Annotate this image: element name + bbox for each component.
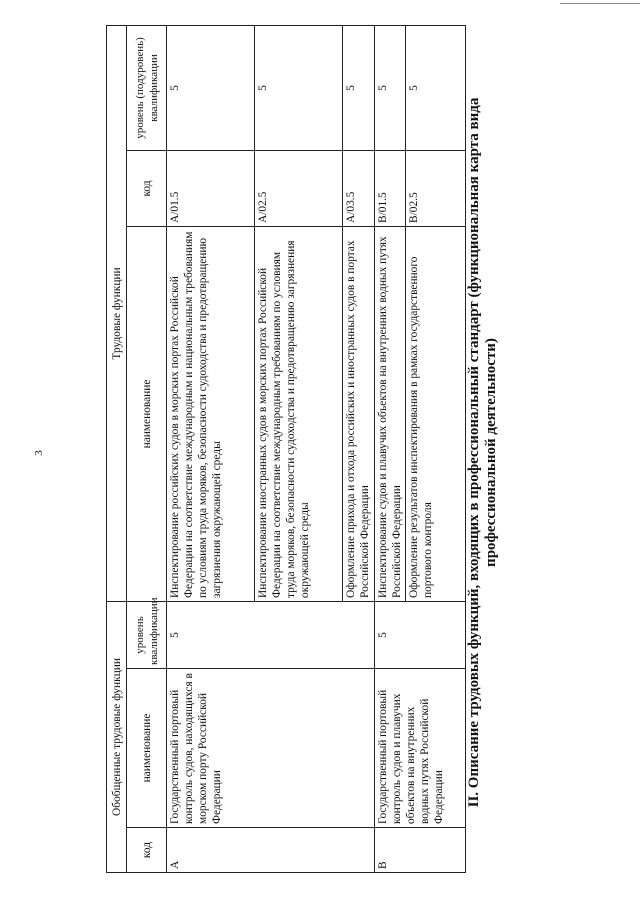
section-title [466,10,500,895]
labor-b02-level: 5 [406,25,466,150]
header-labor-code: код [127,150,167,226]
labor-a02-level: 5 [255,25,343,150]
labor-a02-name: Инспектирование иностранных судов в морских портах Российской Федерации на соответствие международным требованиям по условиям труда моряков, безопасности судоходства и предотвращению загрязнения окружающей среды [255,226,343,601]
labor-a02-code: А/02.5 [255,150,343,226]
gen-b-level: 5 [375,601,466,668]
title-line-1: II. Описание трудовых функций, входящих в профессиональный стандарт (функциональная карта вида [466,97,482,808]
labor-a03-name: Оформление прихода и отхода российских и иностранных судов в портах Российской Федерации [343,226,375,601]
labor-b01-name: Инспектирование судов и плавучих объектов на внутренних водных путях Российской Федерации [375,226,406,601]
header-labor-level: уровень (подуровень) квалификации [127,25,167,150]
header-generalized-functions: Обобщенные трудовые функции [107,601,127,872]
labor-a03-level: 5 [343,25,375,150]
gen-a-name: Государственный портовый контроль судов, находящихся в морском порту Российской Федерации [167,669,375,828]
labor-a01-name: Инспектирование российских судов в морских портах Российской Федерации на соответствие международным и национальным требованиям по условиям труда моряков, безопасности судоходства и предотвращению загрязнения окружающей среды [167,226,255,601]
header-labor-functions: Трудовые функции [107,25,127,601]
gen-a-level: 5 [167,601,375,668]
header-gen-level: уровень квалификации [127,601,167,668]
table-row [375,25,406,872]
title-line-2: профессиональной деятельности) [483,338,499,567]
gen-b-code: В [375,828,466,873]
labor-b02-name: Оформление результатов инспектирования в рамках государственного портового контроля [406,226,466,601]
page-number: 3 [32,450,45,456]
labor-a01-code: А/01.5 [167,150,255,226]
labor-b01-level: 5 [375,25,406,150]
labor-b02-code: В/02.5 [406,150,466,226]
gen-b-name: Государственный портовый контроль судов и плавучих объектов на внутренних водных путях Российской Федерации [375,669,466,828]
gen-a-code: А [167,828,375,873]
header-gen-code: код [127,828,167,873]
functional-map-table [106,25,466,873]
labor-a03-code: А/03.5 [343,150,375,226]
header-labor-name: наименование [127,226,167,601]
table-row [167,25,255,872]
labor-a01-level: 5 [167,25,255,150]
labor-b01-code: В/01.5 [375,150,406,226]
header-gen-name: наименование [127,669,167,828]
